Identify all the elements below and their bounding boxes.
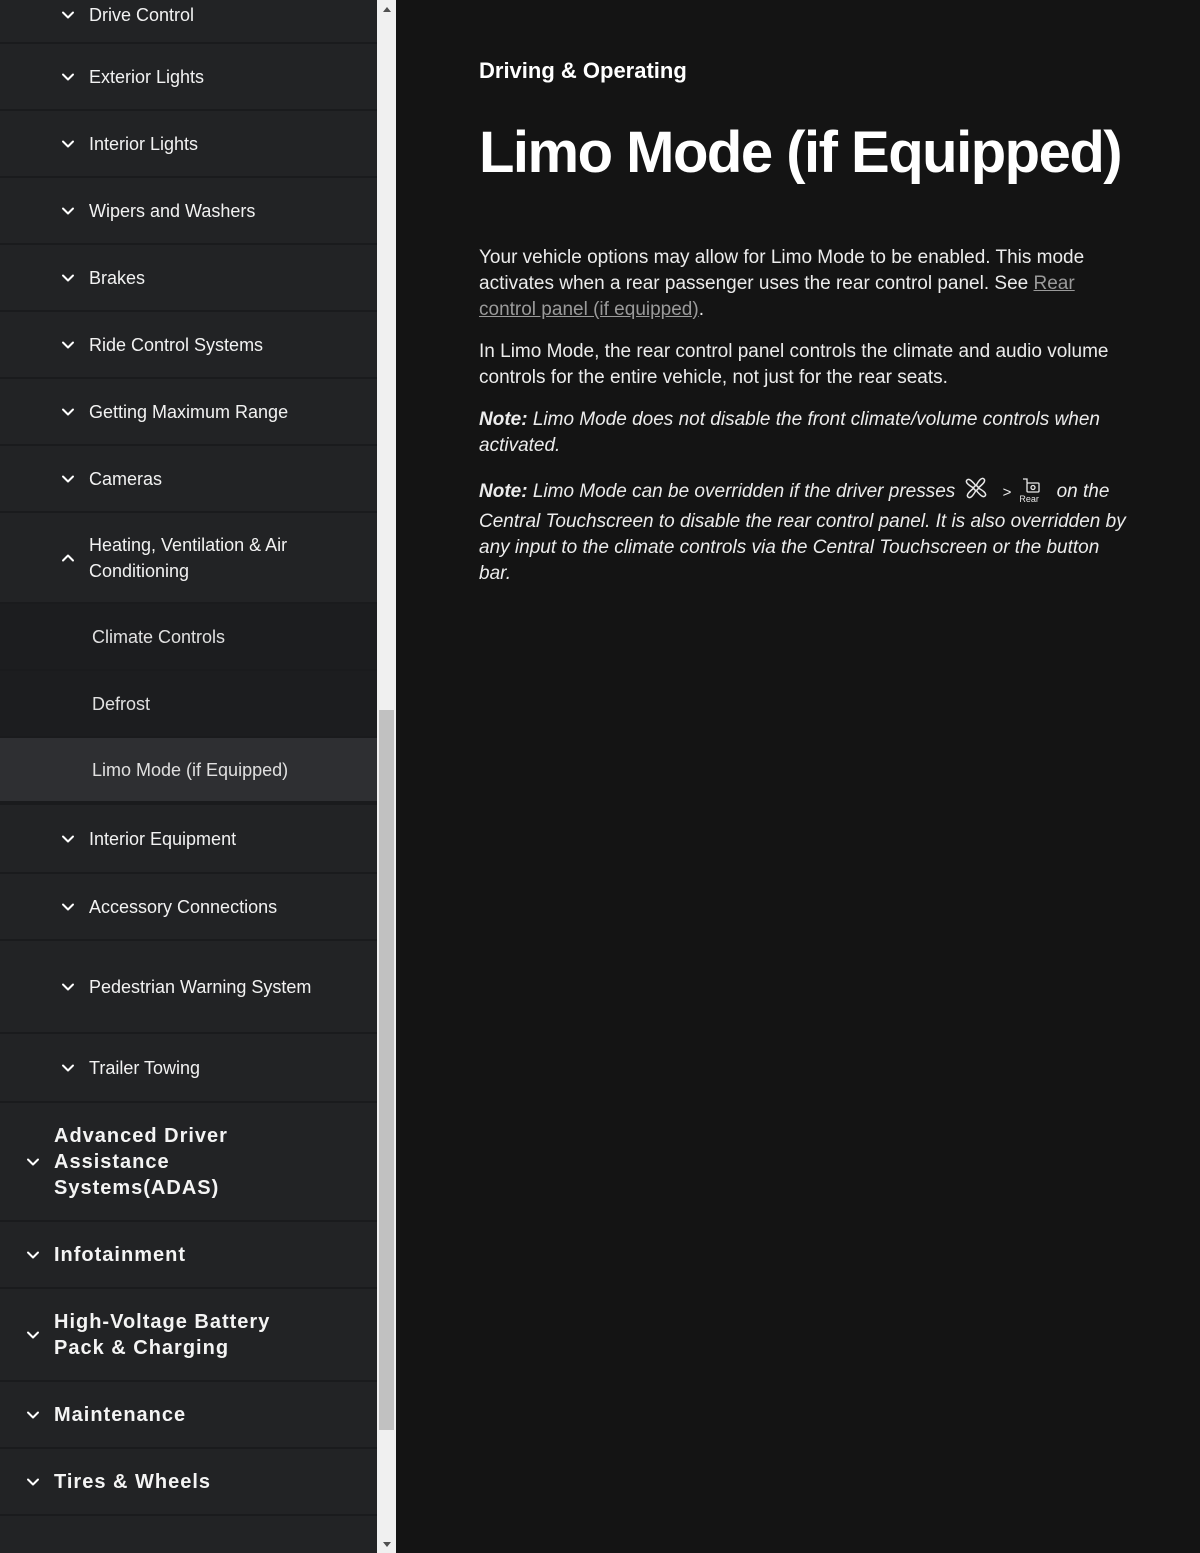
sidebar-item-label: Accessory Connections — [89, 896, 278, 917]
sidebar-scrollbar[interactable] — [377, 0, 396, 1553]
chevron-down-icon — [23, 1245, 43, 1265]
sidebar-item-defrost[interactable] — [0, 671, 377, 738]
sidebar-item-label: Defrost — [92, 693, 151, 714]
sidebar-item-label: Advanced Driver Assistance Systems(ADAS) — [54, 1124, 228, 1199]
sidebar-item-maintenance[interactable] — [0, 1382, 377, 1449]
sidebar-item-pedestrian-warning-system[interactable] — [0, 941, 377, 1034]
sidebar-item-tires-wheels[interactable] — [0, 1449, 377, 1516]
sidebar-item-brakes[interactable] — [0, 245, 377, 312]
chevron-up-icon — [58, 548, 78, 568]
chevron-down-icon — [58, 134, 78, 154]
sidebar-item-label: Drive Control — [89, 4, 195, 25]
chevron-down-icon — [23, 1325, 43, 1345]
sidebar-item-label: Pedestrian Warning System — [89, 976, 312, 997]
sidebar-item-label: Ride Control Systems — [89, 334, 264, 355]
sidebar-item-label: Limo Mode (if Equipped) — [92, 759, 289, 780]
arrow-separator: > — [1002, 484, 1012, 502]
chevron-down-icon — [58, 1058, 78, 1078]
chevron-down-icon — [58, 67, 78, 87]
sidebar-item-label: Getting Maximum Range — [89, 401, 289, 422]
sidebar-item-label: Interior Equipment — [89, 828, 237, 849]
chevron-down-icon — [58, 829, 78, 849]
sidebar-item-advanced-driver-assistance-systems-adas[interactable] — [0, 1103, 377, 1222]
sidebar-item-interior-equipment[interactable] — [0, 805, 377, 874]
sidebar-item-limo-mode-if-equipped[interactable] — [0, 738, 377, 805]
sidebar-item-label: Wipers and Washers — [89, 200, 256, 221]
note-override: Note: Limo Mode can be overridden if the driver presses > Rear on the Central Touchscreen to disable the rear control panel. It is also overridden by any input to the climate controls via the Central Touchscreen or the button bar. — [479, 475, 1129, 587]
chevron-down-icon — [58, 5, 78, 25]
sidebar-item-label: Infotainment — [54, 1243, 186, 1266]
chevron-down-icon — [58, 897, 78, 917]
chevron-down-icon — [58, 469, 78, 489]
sidebar-item-label: Climate Controls — [92, 626, 226, 647]
chevron-down-icon — [23, 1472, 43, 1492]
chevron-down-icon — [58, 402, 78, 422]
sidebar-item-wipers-and-washers[interactable] — [0, 178, 377, 245]
paragraph-intro: Your vehicle options may allow for Limo Mode to be enabled. This mode activates when a rear passenger uses the rear control panel. See Rear control panel (if equipped). — [479, 247, 1085, 320]
sidebar-item-high-voltage-battery-pack-charging[interactable] — [0, 1289, 377, 1382]
sidebar-item-label: Maintenance — [54, 1403, 187, 1426]
sidebar-item-ride-control-systems[interactable] — [0, 312, 377, 379]
sidebar-item-label: Exterior Lights — [89, 66, 205, 87]
sidebar-item-interior-lights[interactable] — [0, 111, 377, 178]
sidebar-item-label: Heating, Ventilation & Air Conditioning — [89, 534, 288, 581]
sidebar-item-label: Trailer Towing — [89, 1057, 201, 1078]
rear-panel-label: Rear — [1019, 494, 1039, 504]
article-body — [479, 245, 1129, 603]
scroll-thumb[interactable] — [379, 710, 394, 1430]
fan-icon — [963, 475, 989, 509]
sidebar-item-heating-ventilation-air-conditioning[interactable] — [0, 513, 377, 604]
chevron-down-icon — [58, 201, 78, 221]
sidebar-item-drive-control[interactable] — [0, 0, 377, 44]
paragraph-limo-mode: In Limo Mode, the rear control panel controls the climate and audio volume controls for the entire vehicle, not just for the rear seats. — [479, 341, 1109, 388]
scroll-up-button[interactable] — [377, 0, 396, 18]
rear-panel-icon — [1019, 477, 1045, 507]
chevron-down-icon — [58, 268, 78, 288]
sidebar-item-climate-controls[interactable] — [0, 604, 377, 671]
sidebar-item-label: High-Voltage Battery Pack & Charging — [54, 1310, 271, 1359]
sidebar-item-label: Cameras — [89, 468, 163, 489]
sidebar-nav — [0, 0, 377, 1553]
rear-control-panel-link[interactable]: Rear control panel (if equipped) — [479, 273, 1075, 320]
scroll-down-button[interactable] — [377, 1535, 396, 1553]
sidebar-item-label: Brakes — [89, 267, 146, 288]
chevron-down-icon — [23, 1405, 43, 1425]
sidebar-item-accessory-connections[interactable] — [0, 874, 377, 941]
sidebar-item-cameras[interactable] — [0, 446, 377, 513]
breadcrumb[interactable]: Driving & Operating — [479, 58, 687, 83]
chevron-down-icon — [23, 1152, 43, 1172]
sidebar-item-trailer-towing[interactable] — [0, 1034, 377, 1103]
note-front-controls: Note: Limo Mode does not disable the front climate/volume controls when activated. — [479, 409, 1100, 456]
sidebar-item-label: Interior Lights — [89, 133, 199, 154]
sidebar-item-exterior-lights[interactable] — [0, 44, 377, 111]
sidebar-item-getting-maximum-range[interactable] — [0, 379, 377, 446]
sidebar-item-infotainment[interactable] — [0, 1222, 377, 1289]
sidebar-item-label: Tires & Wheels — [54, 1470, 212, 1493]
chevron-down-icon — [58, 335, 78, 355]
chevron-down-icon — [58, 977, 78, 997]
page-title: Limo Mode (if Equipped) — [479, 120, 1122, 185]
